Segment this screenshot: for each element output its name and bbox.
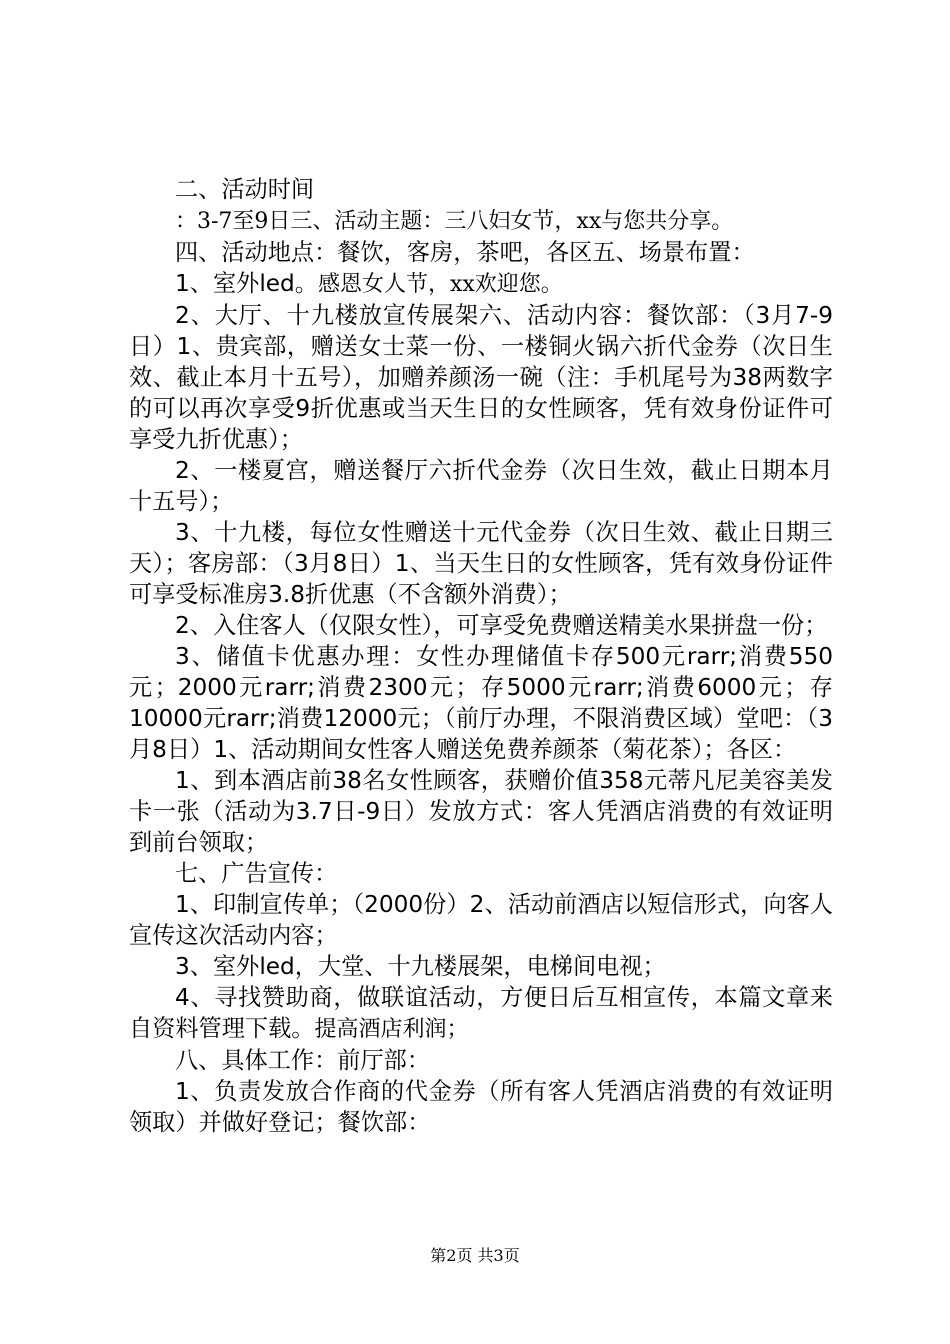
paragraph-15 — [129, 1045, 833, 1076]
paragraph-text: 七、广告宣传： — [175, 860, 338, 887]
paragraph-4 — [129, 268, 833, 300]
paragraph-1 — [129, 174, 833, 205]
paragraph-serif-text: 提高酒店利润； — [314, 1017, 469, 1042]
paragraph-16 — [129, 1076, 833, 1138]
document-body — [129, 174, 833, 1138]
paragraph-8 — [129, 610, 833, 641]
paragraph-10 — [129, 765, 833, 858]
paragraph-text: 2、一楼夏宫，赠送餐厅六折代金券（次日生效，截止日期本月十五号）； — [129, 457, 833, 515]
paragraph-text: 八、具体工作：前厅部： — [175, 1047, 431, 1074]
paragraph-13 — [129, 951, 833, 982]
paragraph-text: 二、活动时间 — [175, 176, 315, 203]
paragraph-12 — [129, 889, 833, 951]
paragraph-serif-text: ：3-7至9日三、活动主题：三八妇女节，xx与您共分享。 — [175, 209, 734, 234]
paragraph-11 — [129, 858, 833, 889]
paragraph-text: 1、室外led。 — [175, 270, 318, 297]
paragraph-text: 2、大厅、十九楼放宣传展架六、活动内容：餐饮部：（3月7-9日）1、贵宾部，赠送女士菜一份、一楼铜火锅六折代金券（次日生效、截止本月十五号），加赠养颜汤一碗（注：手机尾号为38两数字的可以再次享受9折优惠或当天生日的女性顾客，凭有效身份证件可享受九折优惠）； — [129, 302, 833, 453]
paragraph-text: 3、储值卡优惠办理：女性办理储值卡存500元rarr;消费550元；2000元rarr;消费2300元；存5000元rarr;消费6000元；存10000元rarr;消费12000元；（前厅办理，不限消费区域）堂吧：（3月8日）1、活动期间女性客人赠送免费养颜茶（菊花茶）；各区： — [129, 643, 833, 763]
paragraph-serif-text: 感恩女人节，xx欢迎您。 — [317, 272, 563, 297]
paragraph-text: 四、活动地点：餐饮，客房，茶吧，各区五、场景布置： — [175, 239, 755, 266]
paragraph-text: 4、寻找赞助商，做联谊活动，方便日后互相宣传，本篇文章来自资料管理下载。 — [129, 984, 833, 1042]
paragraph-text: 3、室外led，大堂、十九楼展架，电梯间电视； — [175, 953, 666, 980]
paragraph-7 — [129, 517, 833, 610]
page-footer: 第2页 共3页 — [430, 1246, 520, 1265]
paragraph-text: 1、负责发放合作商的代金券（所有客人凭酒店消费的有效证明领取）并做好登记；餐饮部： — [129, 1078, 833, 1136]
paragraph-text: 3、十九楼，每位女性赠送十元代金券（次日生效、截止日期三天）；客房部：（3月8日）1、当天生日的女性顾客，凭有效身份证件可享受标准房3.8折优惠（不含额外消费）； — [129, 519, 833, 608]
paragraph-text: 1、到本酒店前38名女性顾客，获赠价值358元蒂凡尼美容美发卡一张（活动为3.7日-9日）发放方式：客人凭酒店消费的有效证明到前台领取； — [129, 767, 833, 856]
paragraph-text: 1、印制宣传单；（2000份）2、活动前酒店以短信形式，向客人宣传这次活动内容； — [129, 891, 833, 949]
paragraph-text: 2、入住客人（仅限女性），可享受免费赠送精美水果拼盘一份； — [175, 612, 828, 639]
paragraph-2 — [129, 205, 833, 237]
paragraph-3 — [129, 237, 833, 268]
paragraph-9 — [129, 641, 833, 765]
paragraph-14 — [129, 982, 833, 1045]
paragraph-6 — [129, 455, 833, 517]
paragraph-5 — [129, 300, 833, 455]
